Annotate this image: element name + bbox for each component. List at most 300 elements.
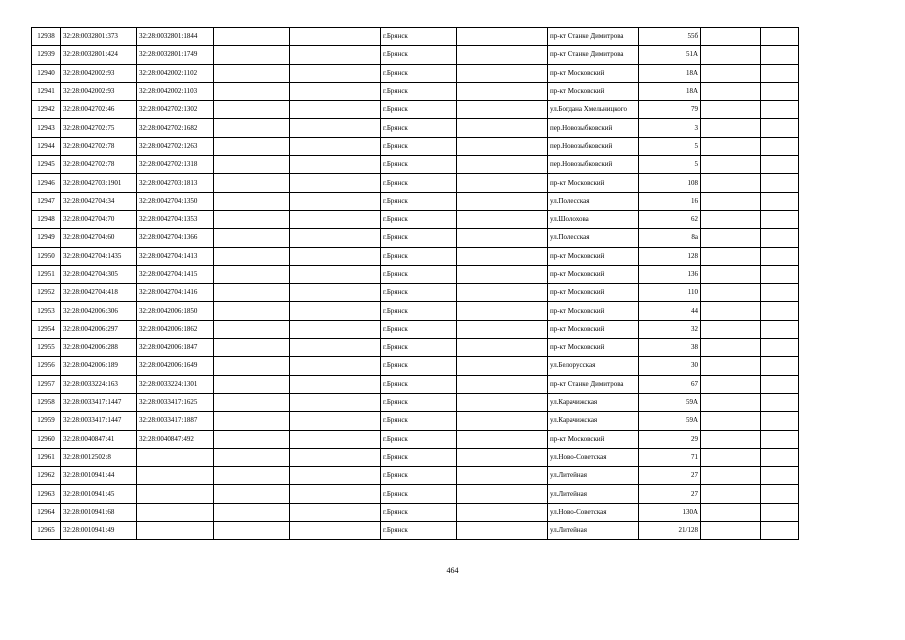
cadastral-number-cell: 32:28:0042704:60 xyxy=(61,229,137,247)
house-number-cell: 67 xyxy=(639,375,701,393)
empty-cell xyxy=(290,28,381,46)
empty-cell xyxy=(290,156,381,174)
object-cadastral-number-cell: 32:28:0033417:1887 xyxy=(137,412,214,430)
object-cadastral-number-cell: 32:28:0040847:492 xyxy=(137,430,214,448)
house-number-cell: 30 xyxy=(639,357,701,375)
empty-cell xyxy=(457,448,548,466)
table-row xyxy=(32,467,799,485)
empty-cell xyxy=(761,522,799,540)
empty-cell xyxy=(457,485,548,503)
city-cell: г.Брянск xyxy=(381,320,457,338)
object-cadastral-number-cell xyxy=(137,485,214,503)
city-cell: г.Брянск xyxy=(381,210,457,228)
cadastral-number-cell: 32:28:0042702:46 xyxy=(61,101,137,119)
record-number-cell: 12963 xyxy=(32,485,61,503)
object-cadastral-number-cell: 32:28:0042704:1353 xyxy=(137,210,214,228)
object-cadastral-number-cell: 32:28:0042006:1649 xyxy=(137,357,214,375)
empty-cell xyxy=(701,265,761,283)
house-number-cell: 55б xyxy=(639,28,701,46)
street-cell: пер.Новозыбковский xyxy=(548,156,639,174)
empty-cell xyxy=(761,393,799,411)
empty-cell xyxy=(701,192,761,210)
table-row xyxy=(32,284,799,302)
empty-cell xyxy=(761,265,799,283)
empty-cell xyxy=(290,192,381,210)
record-number-cell: 12965 xyxy=(32,522,61,540)
object-cadastral-number-cell: 32:28:0032801:1844 xyxy=(137,28,214,46)
street-cell: ул.Шолохова xyxy=(548,210,639,228)
cadastral-number-cell: 32:28:0042702:78 xyxy=(61,137,137,155)
cadastral-number-cell: 32:28:0033417:1447 xyxy=(61,412,137,430)
empty-cell xyxy=(214,430,290,448)
empty-cell xyxy=(761,46,799,64)
city-cell: г.Брянск xyxy=(381,229,457,247)
city-cell: г.Брянск xyxy=(381,137,457,155)
empty-cell xyxy=(457,46,548,64)
table-row xyxy=(32,46,799,64)
record-number-cell: 12946 xyxy=(32,174,61,192)
record-number-cell: 12955 xyxy=(32,339,61,357)
empty-cell xyxy=(701,46,761,64)
empty-cell xyxy=(761,302,799,320)
empty-cell xyxy=(761,101,799,119)
record-number-cell: 12939 xyxy=(32,46,61,64)
street-cell: пр-кт Московский xyxy=(548,339,639,357)
record-number-cell: 12956 xyxy=(32,357,61,375)
cadastral-number-cell: 32:28:0010941:45 xyxy=(61,485,137,503)
street-cell: ул.Богдана Хмельницкого xyxy=(548,101,639,119)
empty-cell xyxy=(701,229,761,247)
cadastral-number-cell: 32:28:0042002:93 xyxy=(61,64,137,82)
street-cell: пр-кт Московский xyxy=(548,284,639,302)
object-cadastral-number-cell: 32:28:0042702:1318 xyxy=(137,156,214,174)
city-cell: г.Брянск xyxy=(381,82,457,100)
record-number-cell: 12951 xyxy=(32,265,61,283)
empty-cell xyxy=(701,156,761,174)
empty-cell xyxy=(457,339,548,357)
empty-cell xyxy=(290,357,381,375)
empty-cell xyxy=(457,64,548,82)
city-cell: г.Брянск xyxy=(381,357,457,375)
record-number-cell: 12964 xyxy=(32,503,61,521)
empty-cell xyxy=(290,284,381,302)
empty-cell xyxy=(761,28,799,46)
table-row xyxy=(32,156,799,174)
empty-cell xyxy=(290,320,381,338)
empty-cell xyxy=(290,119,381,137)
object-cadastral-number-cell xyxy=(137,503,214,521)
table-row xyxy=(32,64,799,82)
house-number-cell: 44 xyxy=(639,302,701,320)
empty-cell xyxy=(290,503,381,521)
table-row xyxy=(32,82,799,100)
empty-cell xyxy=(290,64,381,82)
empty-cell xyxy=(761,247,799,265)
city-cell: г.Брянск xyxy=(381,174,457,192)
cadastral-number-cell: 32:28:0010941:68 xyxy=(61,503,137,521)
table-row xyxy=(32,320,799,338)
house-number-cell: 29 xyxy=(639,430,701,448)
cadastral-number-cell: 32:28:0042704:1435 xyxy=(61,247,137,265)
cadastral-number-cell: 32:28:0032801:373 xyxy=(61,28,137,46)
house-number-cell: 3 xyxy=(639,119,701,137)
house-number-cell: 136 xyxy=(639,265,701,283)
empty-cell xyxy=(290,485,381,503)
empty-cell xyxy=(701,467,761,485)
empty-cell xyxy=(214,210,290,228)
street-cell: пр-кт Московский xyxy=(548,247,639,265)
cadastral-number-cell: 32:28:0042002:93 xyxy=(61,82,137,100)
record-number-cell: 12959 xyxy=(32,412,61,430)
city-cell: г.Брянск xyxy=(381,28,457,46)
object-cadastral-number-cell: 32:28:0042702:1263 xyxy=(137,137,214,155)
empty-cell xyxy=(290,430,381,448)
empty-cell xyxy=(457,174,548,192)
empty-cell xyxy=(457,82,548,100)
empty-cell xyxy=(761,64,799,82)
record-number-cell: 12953 xyxy=(32,302,61,320)
house-number-cell: 27 xyxy=(639,467,701,485)
empty-cell xyxy=(290,210,381,228)
cadastral-number-cell: 32:28:0042702:75 xyxy=(61,119,137,137)
empty-cell xyxy=(214,192,290,210)
street-cell: пр-кт Московский xyxy=(548,82,639,100)
object-cadastral-number-cell: 32:28:0042703:1813 xyxy=(137,174,214,192)
empty-cell xyxy=(214,448,290,466)
empty-cell xyxy=(457,247,548,265)
street-cell: пр-кт Московский xyxy=(548,430,639,448)
empty-cell xyxy=(701,101,761,119)
house-number-cell: 71 xyxy=(639,448,701,466)
city-cell: г.Брянск xyxy=(381,430,457,448)
empty-cell xyxy=(761,82,799,100)
object-cadastral-number-cell xyxy=(137,448,214,466)
empty-cell xyxy=(457,302,548,320)
object-cadastral-number-cell: 32:28:0042704:1415 xyxy=(137,265,214,283)
city-cell: г.Брянск xyxy=(381,192,457,210)
record-number-cell: 12948 xyxy=(32,210,61,228)
empty-cell xyxy=(761,174,799,192)
house-number-cell: 79 xyxy=(639,101,701,119)
empty-cell xyxy=(214,284,290,302)
object-cadastral-number-cell: 32:28:0033417:1625 xyxy=(137,393,214,411)
empty-cell xyxy=(701,339,761,357)
empty-cell xyxy=(761,192,799,210)
cadastral-number-cell: 32:28:0042006:306 xyxy=(61,302,137,320)
city-cell: г.Брянск xyxy=(381,467,457,485)
empty-cell xyxy=(457,393,548,411)
empty-cell xyxy=(701,503,761,521)
empty-cell xyxy=(457,375,548,393)
table-row xyxy=(32,119,799,137)
house-number-cell: 110 xyxy=(639,284,701,302)
empty-cell xyxy=(761,284,799,302)
cadastral-number-cell: 32:28:0042704:305 xyxy=(61,265,137,283)
empty-cell xyxy=(214,137,290,155)
object-cadastral-number-cell: 32:28:0042006:1862 xyxy=(137,320,214,338)
empty-cell xyxy=(457,101,548,119)
cadastral-number-cell: 32:28:0012502:8 xyxy=(61,448,137,466)
city-cell: г.Брянск xyxy=(381,46,457,64)
object-cadastral-number-cell: 32:28:0042002:1102 xyxy=(137,64,214,82)
house-number-cell: 21/128 xyxy=(639,522,701,540)
table-row xyxy=(32,375,799,393)
empty-cell xyxy=(214,467,290,485)
empty-cell xyxy=(214,412,290,430)
empty-cell xyxy=(701,119,761,137)
object-cadastral-number-cell: 32:28:0032801:1749 xyxy=(137,46,214,64)
empty-cell xyxy=(457,119,548,137)
cadastral-number-cell: 32:28:0042702:78 xyxy=(61,156,137,174)
empty-cell xyxy=(761,448,799,466)
empty-cell xyxy=(761,210,799,228)
street-cell: ул.Карачижская xyxy=(548,412,639,430)
empty-cell xyxy=(701,28,761,46)
empty-cell xyxy=(761,485,799,503)
house-number-cell: 27 xyxy=(639,485,701,503)
house-number-cell: 32 xyxy=(639,320,701,338)
city-cell: г.Брянск xyxy=(381,101,457,119)
city-cell: г.Брянск xyxy=(381,339,457,357)
city-cell: г.Брянск xyxy=(381,64,457,82)
cadastral-number-cell: 32:28:0010941:49 xyxy=(61,522,137,540)
street-cell: ул.Ново-Советская xyxy=(548,503,639,521)
empty-cell xyxy=(457,357,548,375)
table-row xyxy=(32,485,799,503)
empty-cell xyxy=(761,137,799,155)
empty-cell xyxy=(761,119,799,137)
empty-cell xyxy=(701,448,761,466)
empty-cell xyxy=(214,393,290,411)
cadastral-number-cell: 32:28:0040847:41 xyxy=(61,430,137,448)
empty-cell xyxy=(761,430,799,448)
cadastral-number-cell: 32:28:0010941:44 xyxy=(61,467,137,485)
object-cadastral-number-cell: 32:28:0033224:1301 xyxy=(137,375,214,393)
empty-cell xyxy=(214,82,290,100)
empty-cell xyxy=(457,522,548,540)
table-row xyxy=(32,192,799,210)
empty-cell xyxy=(214,174,290,192)
street-cell: ул.Карачижская xyxy=(548,393,639,411)
empty-cell xyxy=(701,393,761,411)
object-cadastral-number-cell xyxy=(137,467,214,485)
street-cell: пер.Новозыбковский xyxy=(548,137,639,155)
empty-cell xyxy=(701,247,761,265)
empty-cell xyxy=(457,28,548,46)
empty-cell xyxy=(214,64,290,82)
city-cell: г.Брянск xyxy=(381,247,457,265)
house-number-cell: 18А xyxy=(639,82,701,100)
street-cell: пр-кт Московский xyxy=(548,64,639,82)
record-number-cell: 12962 xyxy=(32,467,61,485)
street-cell: ул.Белорусская xyxy=(548,357,639,375)
street-cell: ул.Ново-Советская xyxy=(548,448,639,466)
object-cadastral-number-cell: 32:28:0042704:1413 xyxy=(137,247,214,265)
street-cell: пр-кт Московский xyxy=(548,265,639,283)
empty-cell xyxy=(761,375,799,393)
object-cadastral-number-cell: 32:28:0042702:1682 xyxy=(137,119,214,137)
empty-cell xyxy=(290,522,381,540)
record-number-cell: 12954 xyxy=(32,320,61,338)
empty-cell xyxy=(290,247,381,265)
empty-cell xyxy=(290,229,381,247)
empty-cell xyxy=(214,320,290,338)
empty-cell xyxy=(701,210,761,228)
empty-cell xyxy=(701,174,761,192)
house-number-cell: 62 xyxy=(639,210,701,228)
street-cell: ул.Литейная xyxy=(548,522,639,540)
record-number-cell: 12944 xyxy=(32,137,61,155)
house-number-cell: 128 xyxy=(639,247,701,265)
table-row xyxy=(32,210,799,228)
record-number-cell: 12950 xyxy=(32,247,61,265)
street-cell: пр-кт Станке Димитрова xyxy=(548,375,639,393)
record-number-cell: 12957 xyxy=(32,375,61,393)
empty-cell xyxy=(290,82,381,100)
cadastral-number-cell: 32:28:0042704:70 xyxy=(61,210,137,228)
cadastral-number-cell: 32:28:0032801:424 xyxy=(61,46,137,64)
empty-cell xyxy=(290,174,381,192)
empty-cell xyxy=(761,503,799,521)
empty-cell xyxy=(701,284,761,302)
empty-cell xyxy=(761,412,799,430)
cadastral-number-cell: 32:28:0042704:34 xyxy=(61,192,137,210)
empty-cell xyxy=(457,229,548,247)
street-cell: пр-кт Станке Димитрова xyxy=(548,28,639,46)
empty-cell xyxy=(457,192,548,210)
table-row xyxy=(32,448,799,466)
empty-cell xyxy=(214,485,290,503)
table-row xyxy=(32,430,799,448)
table-row xyxy=(32,503,799,521)
record-number-cell: 12941 xyxy=(32,82,61,100)
empty-cell xyxy=(214,375,290,393)
empty-cell xyxy=(214,229,290,247)
page-number: 464 xyxy=(446,566,459,575)
record-number-cell: 12958 xyxy=(32,393,61,411)
empty-cell xyxy=(290,467,381,485)
empty-cell xyxy=(761,467,799,485)
empty-cell xyxy=(214,503,290,521)
record-number-cell: 12949 xyxy=(32,229,61,247)
table-row xyxy=(32,339,799,357)
city-cell: г.Брянск xyxy=(381,485,457,503)
empty-cell xyxy=(290,393,381,411)
empty-cell xyxy=(290,302,381,320)
empty-cell xyxy=(701,357,761,375)
record-number-cell: 12945 xyxy=(32,156,61,174)
empty-cell xyxy=(214,101,290,119)
empty-cell xyxy=(457,137,548,155)
city-cell: г.Брянск xyxy=(381,265,457,283)
street-cell: ул.Полесская xyxy=(548,229,639,247)
house-number-cell: 130А xyxy=(639,503,701,521)
object-cadastral-number-cell: 32:28:0042704:1366 xyxy=(137,229,214,247)
object-cadastral-number-cell: 32:28:0042704:1350 xyxy=(137,192,214,210)
empty-cell xyxy=(761,357,799,375)
empty-cell xyxy=(214,119,290,137)
city-cell: г.Брянск xyxy=(381,522,457,540)
cadastral-number-cell: 32:28:0033224:163 xyxy=(61,375,137,393)
house-number-cell: 5 xyxy=(639,156,701,174)
table-row xyxy=(32,101,799,119)
empty-cell xyxy=(701,522,761,540)
empty-cell xyxy=(457,210,548,228)
empty-cell xyxy=(457,412,548,430)
record-number-cell: 12940 xyxy=(32,64,61,82)
table-row xyxy=(32,302,799,320)
empty-cell xyxy=(761,156,799,174)
object-cadastral-number-cell: 32:28:0042006:1850 xyxy=(137,302,214,320)
empty-cell xyxy=(290,101,381,119)
object-cadastral-number-cell: 32:28:0042702:1302 xyxy=(137,101,214,119)
empty-cell xyxy=(701,375,761,393)
object-cadastral-number-cell: 32:28:0042704:1416 xyxy=(137,284,214,302)
city-cell: г.Брянск xyxy=(381,302,457,320)
empty-cell xyxy=(214,357,290,375)
city-cell: г.Брянск xyxy=(381,393,457,411)
cadastral-number-cell: 32:28:0042006:189 xyxy=(61,357,137,375)
record-number-cell: 12942 xyxy=(32,101,61,119)
house-number-cell: 59А xyxy=(639,393,701,411)
house-number-cell: 18А xyxy=(639,64,701,82)
empty-cell xyxy=(290,339,381,357)
empty-cell xyxy=(290,46,381,64)
empty-cell xyxy=(701,302,761,320)
city-cell: г.Брянск xyxy=(381,375,457,393)
empty-cell xyxy=(701,430,761,448)
empty-cell xyxy=(290,375,381,393)
object-cadastral-number-cell: 32:28:0042006:1847 xyxy=(137,339,214,357)
empty-cell xyxy=(290,448,381,466)
empty-cell xyxy=(457,265,548,283)
record-number-cell: 12952 xyxy=(32,284,61,302)
table-row xyxy=(32,522,799,540)
record-number-cell: 12947 xyxy=(32,192,61,210)
city-cell: г.Брянск xyxy=(381,503,457,521)
city-cell: г.Брянск xyxy=(381,412,457,430)
cadastral-number-cell: 32:28:0042006:288 xyxy=(61,339,137,357)
empty-cell xyxy=(214,522,290,540)
empty-cell xyxy=(701,82,761,100)
cadastral-number-cell: 32:28:0033417:1447 xyxy=(61,393,137,411)
empty-cell xyxy=(457,430,548,448)
street-cell: пр-кт Московский xyxy=(548,302,639,320)
table-row xyxy=(32,28,799,46)
property-register-table xyxy=(31,27,799,540)
street-cell: ул.Полесская xyxy=(548,192,639,210)
empty-cell xyxy=(457,320,548,338)
empty-cell xyxy=(214,28,290,46)
cadastral-number-cell: 32:28:0042703:1901 xyxy=(61,174,137,192)
object-cadastral-number-cell xyxy=(137,522,214,540)
city-cell: г.Брянск xyxy=(381,284,457,302)
empty-cell xyxy=(290,137,381,155)
empty-cell xyxy=(457,503,548,521)
empty-cell xyxy=(457,284,548,302)
street-cell: пр-кт Московский xyxy=(548,174,639,192)
empty-cell xyxy=(761,320,799,338)
house-number-cell: 16 xyxy=(639,192,701,210)
street-cell: пр-кт Московский xyxy=(548,320,639,338)
empty-cell xyxy=(701,485,761,503)
record-number-cell: 12938 xyxy=(32,28,61,46)
empty-cell xyxy=(214,302,290,320)
object-cadastral-number-cell: 32:28:0042002:1103 xyxy=(137,82,214,100)
empty-cell xyxy=(457,467,548,485)
street-cell: пер.Новозыбковский xyxy=(548,119,639,137)
empty-cell xyxy=(701,64,761,82)
